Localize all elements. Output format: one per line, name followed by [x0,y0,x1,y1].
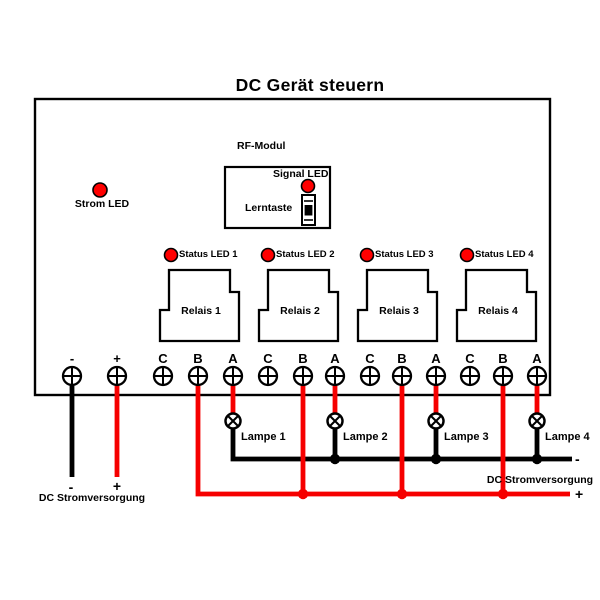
terminal-3-c-label: C [365,351,375,366]
right-supply-label: DC Stromversorgung [486,474,594,486]
terminal-1-a [224,367,242,385]
rf-module-label: RF-Modul [237,140,286,152]
learn-button-icon [302,195,315,225]
terminal-4-b-label: B [498,351,508,366]
status-led-2-label: Status LED 2 [276,249,335,260]
terminal-4-a-label: A [532,351,542,366]
right-supply-minus: - [575,451,580,467]
terminal-1-b [189,367,207,385]
terminal-3-c [361,367,379,385]
terminal-1-c-label: C [158,351,168,366]
lamp-2-symbol [328,414,343,429]
terminal-1-b-label: B [193,351,203,366]
right-supply-plus: + [575,486,584,502]
page-title: DC Gerät steuern [235,75,385,95]
terminal-2-b [294,367,312,385]
left-supply-label: DC Stromversorgung [38,492,146,504]
status-led-4 [461,249,474,262]
terminal-3-b [393,367,411,385]
terminal-4-a [528,367,546,385]
terminal-3-a [427,367,445,385]
status-led-3 [361,249,374,262]
lamp-3-symbol [429,414,444,429]
left-supply-minus: - [68,479,74,495]
status-led-2 [262,249,275,262]
junction-dot-positive-2 [298,489,308,499]
junction-dot-positive-3 [397,489,407,499]
learn-button-label: Lerntaste [245,202,293,214]
strom-led [93,183,107,197]
terminal-3-b-label: B [397,351,407,366]
signal-led-label: Signal LED [273,168,329,180]
terminal-2-c [259,367,277,385]
terminal-2-b-label: B [298,351,308,366]
terminal-2-a-label: A [330,351,340,366]
lamp-4-symbol [530,414,545,429]
terminal-4-b [494,367,512,385]
junction-dot-positive-4 [498,489,508,499]
terminal-4-c-label: C [465,351,475,366]
junction-dot-negative-3 [431,454,441,464]
lamp-4-label: Lampe 4 [545,431,590,443]
terminal-minus [63,367,81,385]
status-led-3-label: Status LED 3 [375,249,434,260]
relay-2-label: Relais 2 [280,305,320,317]
terminal-2-a [326,367,344,385]
relay-4-label: Relais 4 [478,305,518,317]
status-led-4-label: Status LED 4 [475,249,534,260]
status-led-1 [165,249,178,262]
junction-dot-negative-4 [532,454,542,464]
terminal-1-c [154,367,172,385]
junction-dot-negative-2 [330,454,340,464]
status-led-1-label: Status LED 1 [179,249,238,260]
terminal-1-a-label: A [228,351,238,366]
lamp-1-symbol [226,414,241,429]
terminal-plus [108,367,126,385]
signal-led [302,180,315,193]
relay-3-label: Relais 3 [379,305,419,317]
lamp-2-label: Lampe 2 [343,431,388,443]
left-supply-plus: + [112,478,122,494]
relay-1-label: Relais 1 [181,305,221,317]
terminal-2-c-label: C [263,351,273,366]
terminal-minus-label: - [69,351,75,366]
strom-led-label: Strom LED [74,198,130,210]
terminal-3-a-label: A [431,351,441,366]
lamp-3-label: Lampe 3 [444,431,489,443]
terminal-plus-label: + [113,351,121,366]
terminal-4-c [461,367,479,385]
lamp-1-label: Lampe 1 [241,431,286,443]
